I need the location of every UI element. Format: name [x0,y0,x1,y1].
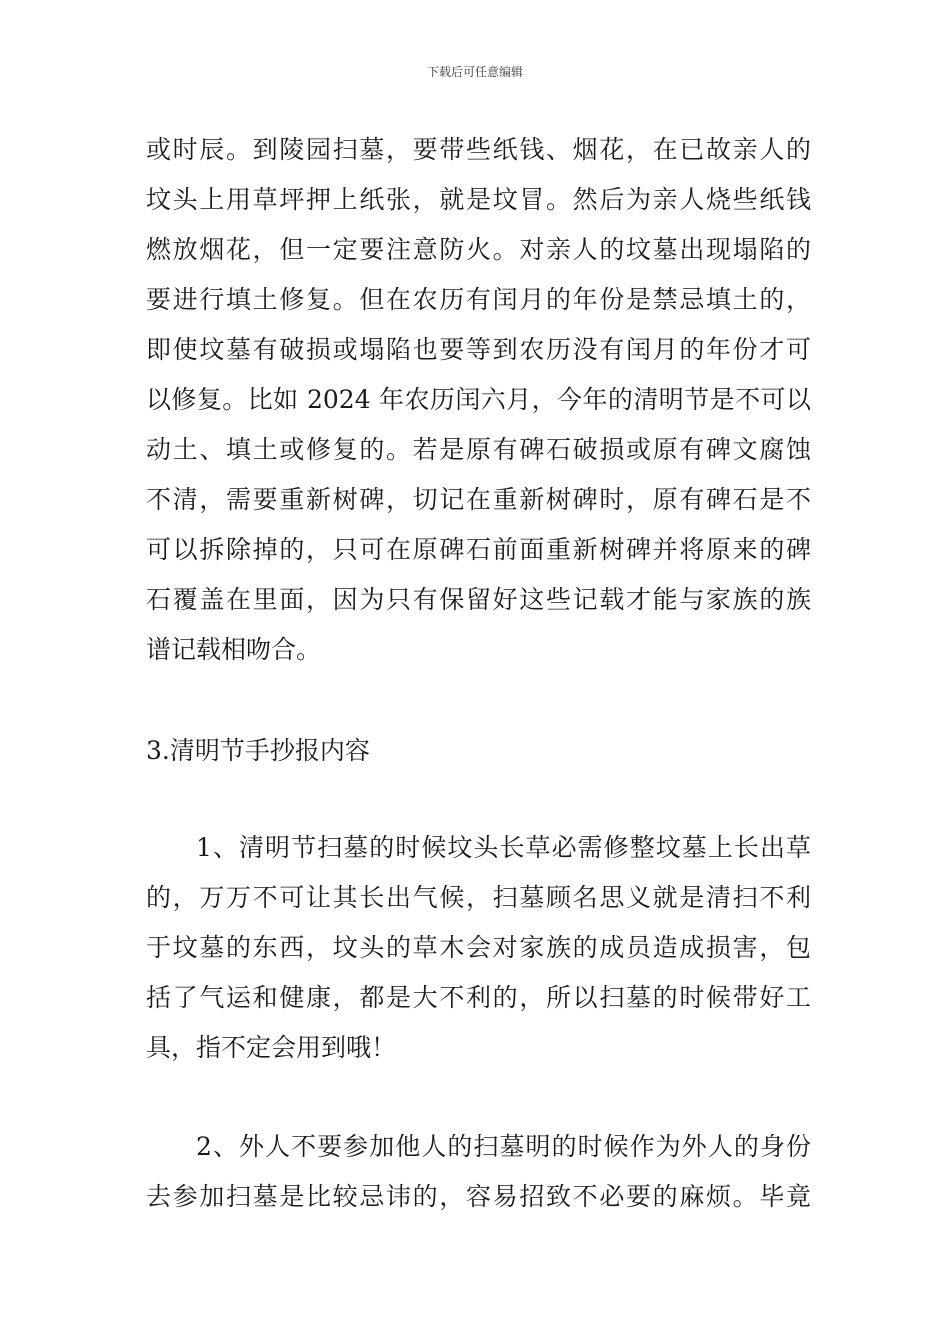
text-line: 动土、填土或修复的。若是原有碑石破损或原有碑文腐蚀 [146,435,811,464]
text-line: 括了气运和健康，都是大不利的，所以扫墓的时候带好工 [146,983,811,1012]
text-line: 石覆盖在里面，因为只有保留好这些记载才能与家族的族 [146,585,811,614]
text-line: 可以拆除掉的，只可在原碑石前面重新树碑并将原来的碑 [146,535,811,564]
text-line: 坟头上用草坪押上纸张，就是坟冒。然后为亲人烧些纸钱 [146,185,811,214]
text-line: 的，万万不可让其长出气候，扫墓顾名思义就是清扫不利 [146,883,811,912]
text-line: 以修复。比如 2024 年农历闰六月，今年的清明节是不可以 [146,385,811,414]
page-header-note: 下载后可任意编辑 [426,65,523,79]
text-line: 或时辰。到陵园扫墓，要带些纸钱、烟花，在已故亲人的 [146,135,811,164]
text-line: 1、清明节扫墓的时候坟头长草必需修整坟墓上长出草 [196,833,811,862]
text-line: 谱记载相吻合。 [146,635,322,664]
text-line: 去参加扫墓是比较忌讳的，容易招致不必要的麻烦。毕竟 [146,1182,811,1211]
text-line: 具，指不定会用到哦！ [146,1033,397,1062]
text-line: 燃放烟花，但一定要注意防火。对亲人的坟墓出现塌陷的 [146,235,811,264]
text-line: 2、外人不要参加他人的扫墓明的时候作为外人的身份 [196,1132,811,1161]
text-line: 要进行填土修复。但在农历有闰月的年份是禁忌填土的， [146,285,811,314]
text-line: 于坟墓的东西，坟头的草木会对家族的成员造成损害，包 [146,933,811,962]
text-line: 不清，需要重新树碑，切记在重新树碑时，原有碑石是不 [146,485,811,514]
section-heading: 3.清明节手抄报内容 [146,736,370,765]
text-line: 即使坟墓有破损或塌陷也要等到农历没有闰月的年份才可 [146,335,811,364]
